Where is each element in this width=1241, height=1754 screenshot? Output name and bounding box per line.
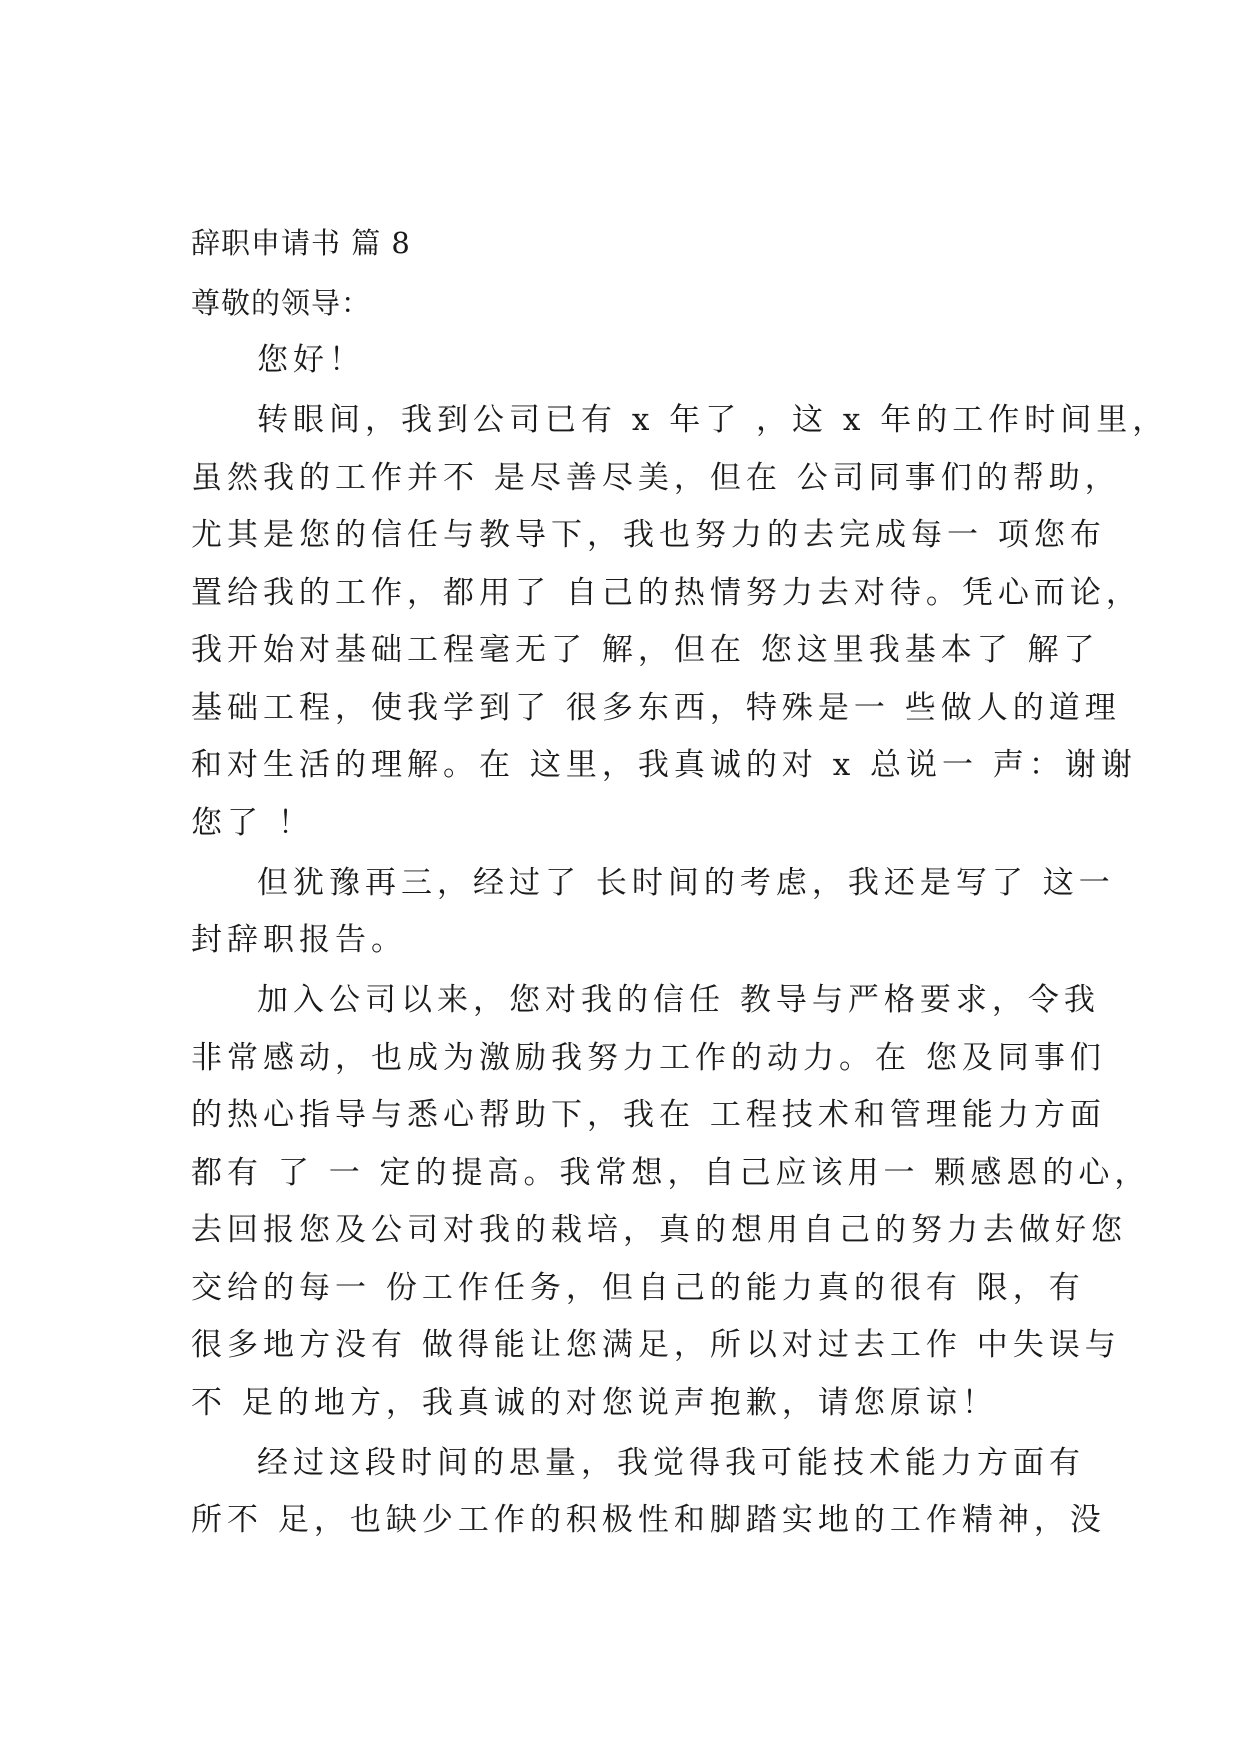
paragraph-line: 不 足的地方，我真诚的对您说声抱歉，请您原谅！ bbox=[191, 1385, 998, 1421]
paragraph-line: 非常感动，也成为激励我努力工作的动力。在 您及同事们 bbox=[191, 1040, 1106, 1076]
paragraph-line: 我开始对基础工程毫无了 解，但在 您这里我基本了 解了 bbox=[191, 632, 1100, 668]
greeting: 您好！ bbox=[257, 342, 365, 378]
paragraph-line: 交给的每一 份工作任务，但自己的能力真的很有 限，有 bbox=[191, 1270, 1085, 1306]
document-title: 辞职申请书 篇 8 bbox=[191, 226, 411, 260]
paragraph-line: 虽然我的工作并不 是尽善尽美，但在 公司同事们的帮助， bbox=[191, 460, 1121, 496]
paragraph-line: 基础工程，使我学到了 很多东西，特殊是一 些做人的道理 bbox=[191, 690, 1121, 726]
paragraph-line: 尤其是您的信任与教导下，我也努力的去完成每一 项您布 bbox=[191, 517, 1106, 553]
paragraph-line: 都有 了 一 定的提高。我常想，自己应该用一 颗感恩的心， bbox=[191, 1155, 1151, 1191]
paragraph-line: 封辞职报告。 bbox=[191, 922, 407, 958]
paragraph-line: 所不 足，也缺少工作的积极性和脚踏实地的工作精神，没 bbox=[191, 1502, 1106, 1538]
salutation: 尊敬的领导： bbox=[191, 286, 372, 320]
paragraph-line: 经过这段时间的思量，我觉得我可能技术能力方面有 bbox=[257, 1445, 1085, 1481]
paragraph-line: 您了 ！ bbox=[191, 805, 314, 841]
paragraph-line: 和对生活的理解。在 这里，我真诚的对 x 总说一 声：谢谢 bbox=[191, 747, 1137, 783]
paragraph-line: 转眼间，我到公司已有 x 年了 ，这 x 年的工作时间里， bbox=[257, 402, 1169, 438]
paragraph-line: 加入公司以来，您对我的信任 教导与严格要求，令我 bbox=[257, 982, 1100, 1018]
paragraph-line: 置给我的工作，都用了 自己的热情努力去对待。凭心而论， bbox=[191, 575, 1142, 611]
paragraph-line: 去回报您及公司对我的栽培，真的想用自己的努力去做好您 bbox=[191, 1212, 1127, 1248]
paragraph-line: 的热心指导与悉心帮助下，我在 工程技术和管理能力方面 bbox=[191, 1097, 1106, 1133]
paragraph-line: 很多地方没有 做得能让您满足，所以对过去工作 中失误与 bbox=[191, 1327, 1121, 1363]
paragraph-line: 但犹豫再三，经过了 长时间的考虑，我还是写了 这一 bbox=[257, 865, 1115, 901]
